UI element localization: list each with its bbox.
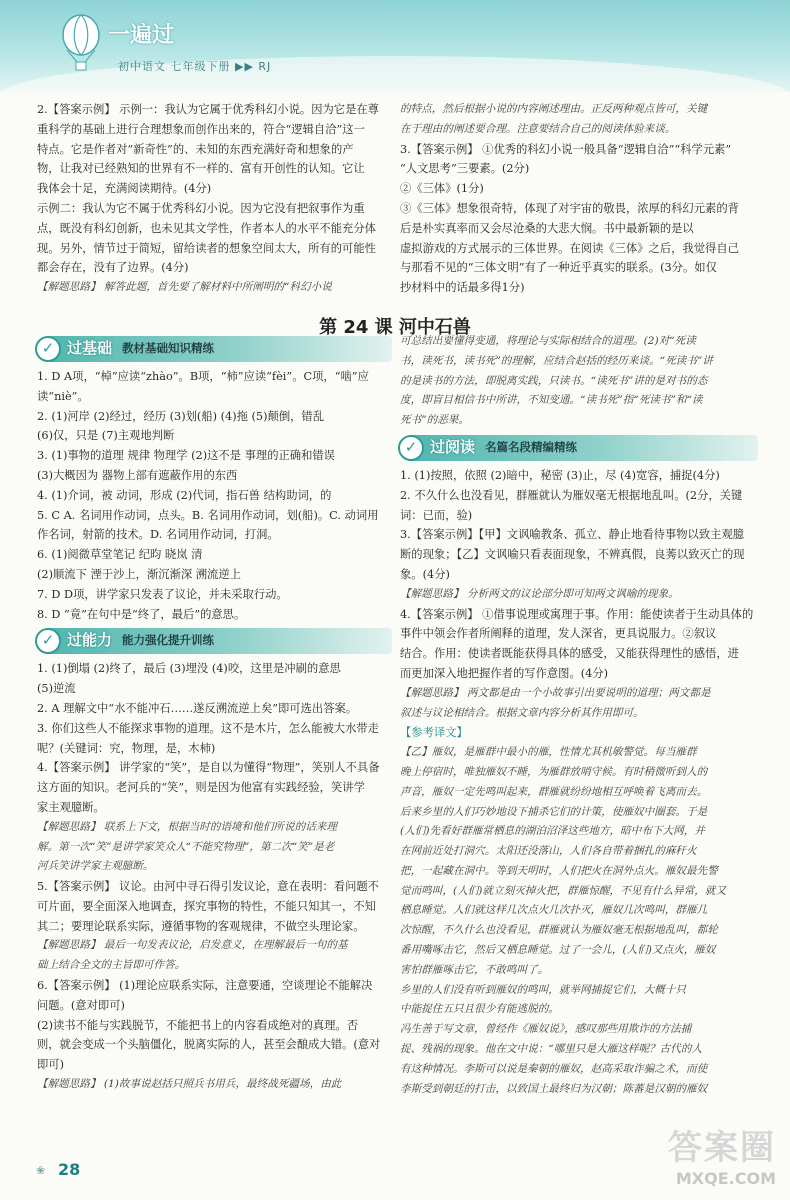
text-line: 特点。它是作者对“新奇性”的、未知的东西充满好奇和想象的产	[37, 142, 354, 156]
text-line: 5. C A. 名词用作动词，点头。B. 名词用作动词，划(船)。C. 动词用	[37, 508, 379, 522]
text-line: 则，就会变成一个头脑僵化，脱离实际的人，甚至会酿成大错。(意对	[37, 1038, 381, 1052]
text-line: (2)读书不能与实践脱节，不能把书上的内容看成绝对的真理。否	[37, 1018, 359, 1032]
text-line: 7. D D项，讲学家只发表了议论，并未采取行动。	[37, 587, 288, 601]
text-line: 【解题思路】 解答此题，首先要了解材料中所阐明的“科幻小说	[37, 281, 332, 294]
text-line: ②《三体》(1分)	[400, 182, 484, 196]
text-line: 3.【答案示例】【甲】文讽喻教条、孤立、静止地看待事物以致主观臆	[400, 528, 745, 542]
text-line: (人们)先看好群雁常栖息的湖泊沼泽这些地方，暗中布下大网，并	[400, 825, 705, 838]
text-line: 事件中领会作者所阐释的道理，发人深省，更具说服力。②叙议	[400, 627, 717, 641]
text-line: (6)仅，只是 (7)主观地判断	[37, 429, 175, 443]
basic-answers	[37, 367, 392, 624]
text-line: 的是读书的方法，即脱离实践，只读书。“读死书”讲的是对书的态	[400, 374, 708, 387]
text-line: 可片面，要全面深入地调查，探究事物的特性，不能只知其一，不知	[37, 899, 376, 913]
text-line: (5)逆流	[37, 682, 76, 696]
section-banner-basic	[37, 336, 392, 362]
text-line: 声音，雁奴一定先鸣叫起来，群雁就纷纷地相互呼唤着飞离而去。	[400, 785, 708, 798]
watermark-mark: 答案圈	[668, 1128, 776, 1168]
text-line: 把，一起藏在洞中。等到天明时，人们把火在洞外点火。雁奴最先警	[400, 864, 718, 877]
text-line: 晚上停宿时，唯独雁奴不睡，为雁群放哨守候。有时稍微听到人的	[400, 765, 708, 778]
prev-answers-left	[37, 100, 392, 298]
section-banner-reading	[400, 435, 758, 461]
section-name: 过能力	[67, 631, 113, 650]
text-line: 础上结合全文的主旨即可作答。	[37, 959, 186, 972]
text-line: 断的现象；【乙】文讽喻只看表面现象，不辨真假，良莠以致灭亡的现	[400, 548, 745, 562]
text-line: 读“niè”。	[37, 389, 89, 403]
text-line: 后来乡里的人们巧妙地设下捕杀它们的计策，使雁奴中圈套。于是	[400, 805, 708, 818]
text-line: 作名词，射箭的技术。D. 名词用作动词，打洞。	[37, 528, 279, 542]
lesson-title: 第 24 课 河中石兽	[319, 317, 471, 338]
check-icon: ✓	[398, 435, 424, 461]
check-icon: ✓	[35, 336, 61, 362]
text-line: 物，让我对已经熟知的世界有不一样的、富有开创性的认知。它让	[37, 162, 365, 176]
page-number: 28	[58, 1160, 81, 1179]
section-sub: 能力强化提升训练	[122, 633, 215, 648]
text-line: (2)顺流下 湮于沙上，渐沉渐深 溯流逆上	[37, 567, 241, 581]
text-line: 问题。(意对即可)	[37, 998, 125, 1012]
text-line: 觉而鸣叫，(人们)就立刻灭掉火把，群雁惊醒，不见有什么异常，就又	[400, 884, 727, 897]
text-line: 象。(4分)	[400, 567, 450, 581]
section-sub: 名篇名段精编精练	[485, 440, 578, 455]
text-line: 的特点，然后根据小说的内容阐述理由。正反两种观点皆可，关键	[400, 103, 708, 115]
text-line: 2.【答案示例】 示例一：我认为它属于优秀科幻小说。因为它是在尊	[37, 103, 379, 116]
text-line: 解。第一次“笑”是讲学家笑众人“不能究物理”，第二次“笑”是老	[37, 840, 335, 853]
title-spacer	[400, 298, 758, 332]
leaf-icon: ❀	[36, 1164, 46, 1177]
text-line: 【解题思路】 两文都是由一个小故事引出要说明的道理；两文都是	[400, 686, 711, 699]
text-line: 【乙】雁奴，是雁群中最小的雁，性情尤其机敏警觉。每当雁群	[400, 746, 697, 759]
text-line: 而更加深入地把握作者的写作意图。(4分)	[400, 666, 609, 680]
text-line: ③《三体》想象很奇特，体现了对宇宙的敬畏，浓厚的科幻元素的背	[400, 201, 739, 215]
text-line: 我体会十足，充满阅读期待。(4分)	[37, 182, 212, 196]
page-header	[0, 0, 790, 92]
text-line: 在网前近处打洞穴。太阳还没落山，人们各自带着捆扎的麻秆火	[400, 845, 697, 858]
text-line: 可总结出要懂得变通，将理论与实际相结合的道理。(2)对“死读	[400, 334, 696, 347]
text-line: 都会存在，没有了边界。(4分)	[37, 261, 189, 275]
text-line: 【解题思路】 联系上下文，根据当时的语境和他们所说的话来理	[37, 820, 337, 833]
text-line: 乡里的人们没有听到雁奴的鸣叫，就举网捕捉它们，大概十只	[400, 983, 687, 996]
text-line: 番用嘴啄击它，然后又栖息睡觉。过了一会儿，(人们)又点火，雁奴	[400, 944, 716, 957]
text-line: 后是朴实真率而又会尽沧桑的大悲大悯。书中最新颖的是以	[400, 221, 694, 235]
ability-tip-continued	[400, 332, 758, 431]
text-line: 2. A 理解文中“水不能冲石……遂反溯流逆上矣”即可选出答案。	[37, 701, 358, 715]
text-line: 李斯受到朝廷的打击，以致国土最终归为汉朝；陈蕃是汉朝的雁奴	[400, 1082, 708, 1095]
text-line: 在于理由的阐述要合理。注意要结合自己的阅读体验来谈。	[400, 122, 676, 135]
text-line: 现。另外，情节过于简短，留给读者的想象空间太大，所有的可能性	[37, 241, 376, 255]
text-line: 3. (1)事物的道理 规律 物理学 (2)这不是 事理的正确和错误	[37, 449, 335, 463]
text-line: 点，既没有科幻创新，也未见其文学性，作者本人的水平不能充分体	[37, 221, 376, 235]
text-line: 叙述与议论相结合。根据文章内容分析其作用即可。	[400, 706, 644, 719]
text-line: 4.【答案示例】 ①借事说理或寓理于事。作用：能使读者于生动具体的	[400, 607, 754, 621]
watermark	[668, 1120, 776, 1188]
text-line: 次惊醒，不久什么也没看见，群雁就认为雁奴毫无根据地乱叫，都轮	[400, 924, 718, 937]
text-line: 【解题思路】 (1)故事说赵括只照兵书用兵，最终战死疆场，由此	[37, 1078, 342, 1091]
text-line: 示例二：我认为它不属于优秀科幻小说。因为它没有把叙事作为重	[37, 201, 365, 215]
text-line: 抄材料中的话最多得1分)	[400, 281, 525, 295]
watermark-site: MXQE.COM	[675, 1169, 776, 1188]
text-line: 结合。作用：使读者既能获得具体的感受，又能获得理性的感悟，进	[400, 647, 739, 661]
text-line: 4. (1)介词，被 动词，形成 (2)代词，指石兽 结构助词，的	[37, 488, 332, 502]
ability-answers	[37, 659, 392, 1095]
text-line: (3)大概因为 器物上部有遮蔽作用的东西	[37, 468, 238, 482]
text-line: 6.【答案示例】 (1)理论应联系实际，注意要通，空谈理论不能解决	[37, 979, 373, 993]
text-line: 即可)	[37, 1058, 65, 1072]
prev-answers-right	[400, 100, 758, 298]
text-line: 呢？(关键词：究，物理，是，木柿)	[37, 741, 216, 755]
text-line: 度，即盲目相信书中所讲，不知变通。“读书死”指“死读书”和“读	[400, 394, 703, 407]
text-line: 家主观臆断。	[37, 800, 105, 814]
section-banner-ability	[37, 628, 392, 654]
text-line: 8. D “竟”在句中是“终了，最后”的意思。	[37, 607, 246, 621]
text-line: 与那看不见的“三体文明”有了一种近乎真实的联系。(3分。如仅	[400, 261, 717, 275]
text-line: 【参考译文】	[400, 726, 468, 740]
right-column	[400, 100, 758, 1099]
text-line: 害怕群雁啄击它，不敢鸣叫了。	[400, 963, 549, 976]
text-line: 词：已而，验)	[400, 508, 473, 522]
text-line: 1. (1)倒塌 (2)终了，最后 (3)埋没 (4)咬，这里是冲刷的意思	[37, 662, 341, 676]
text-line: 3.【答案示例】 ①优秀的科幻小说一般具备“逻辑自洽”“科学元素”	[400, 142, 732, 156]
text-line: 这方面的知识。老河兵的“笑”，则是因为他富有实践经验，笑讲学	[37, 781, 365, 795]
hot-air-balloon-icon	[58, 14, 104, 72]
text-line: 【解题思路】 最后一句发表议论，启发意义，在理解最后一句的基	[37, 939, 348, 952]
reading-answers	[400, 466, 758, 1100]
text-line: 重科学的基础上进行合理想象而创作出来的，符合“逻辑自洽”这一	[37, 122, 365, 136]
text-line: 中能捉住五只且很少有能逃脱的。	[400, 1003, 559, 1016]
text-line: 4.【答案示例】 讲学家的“笑”，是自以为懂得“物理”，笑别人不具备	[37, 761, 380, 775]
text-line: 【解题思路】 分析两文的议论部分即可知两文讽喻的现象。	[400, 587, 679, 600]
text-line: 其二；要理论联系实际，遵循事物的客观规律，不做空头理论家。	[37, 919, 365, 933]
text-line: 有这种情况。李斯可以说是秦朝的雁奴，赵高采取诈骗之术，而使	[400, 1062, 708, 1075]
text-line: 捉、残祸的现象。他在文中说：“哪里只是大雁这样呢？古代的人	[400, 1043, 703, 1056]
brand-title: 一遍过	[108, 23, 175, 48]
text-line: 栖息睡觉。人们就这样几次点火几次扑灭，雁奴几次鸣叫，群雁几	[400, 904, 708, 917]
section-name: 过阅读	[430, 438, 476, 457]
left-column	[37, 100, 392, 1095]
text-line: 死书”的恶果。	[400, 414, 469, 427]
text-line: 河兵笑讲学家主观臆断。	[37, 860, 154, 873]
text-line: 3. 你们这些人不能探求事物的道理。这不是木片，怎么能被大水带走	[37, 721, 379, 735]
text-line: 5.【答案示例】 议论。由河中寻石得引发议论，意在表明：看问题不	[37, 880, 379, 894]
section-sub: 教材基础知识精练	[122, 341, 215, 356]
text-line: 2. (1)河岸 (2)经过，经历 (3)划(船) (4)拖 (5)颠倒，错乱	[37, 409, 325, 423]
text-line: 虚拟游戏的方式展示的三体世界。在阅读《三体》之后，我觉得自己	[400, 241, 739, 255]
check-icon: ✓	[35, 628, 61, 654]
text-line: 6. (1)阅微草堂笔记 纪昀 晓岚 清	[37, 548, 203, 562]
text-line: 1. D A项，“棹”应读“zhào”。B项，“柿”应读“fèi”。C项，“啮”应	[37, 369, 369, 383]
text-line: 书，读死书，读书死”的理解，应结合赵括的经历来谈。“死读书”讲	[400, 354, 713, 367]
header-subtitle: 初中语文 七年级下册 ▶▶ RJ	[118, 60, 272, 73]
text-line: 2. 不久什么也没看见，群雁就认为雁奴毫无根据地乱叫。(2分，关键	[400, 488, 743, 502]
text-line: 1. (1)按照，依照 (2)暗中，秘密 (3)止，尽 (4)宽容，捕捉(4分)	[400, 468, 720, 482]
section-name: 过基础	[67, 339, 113, 358]
text-line: “人文思考”三要素。(2分)	[400, 162, 530, 176]
text-line: 冯生善于写文章，曾经作《雁奴说》，感叹那些用欺诈的方法捕	[400, 1023, 692, 1036]
